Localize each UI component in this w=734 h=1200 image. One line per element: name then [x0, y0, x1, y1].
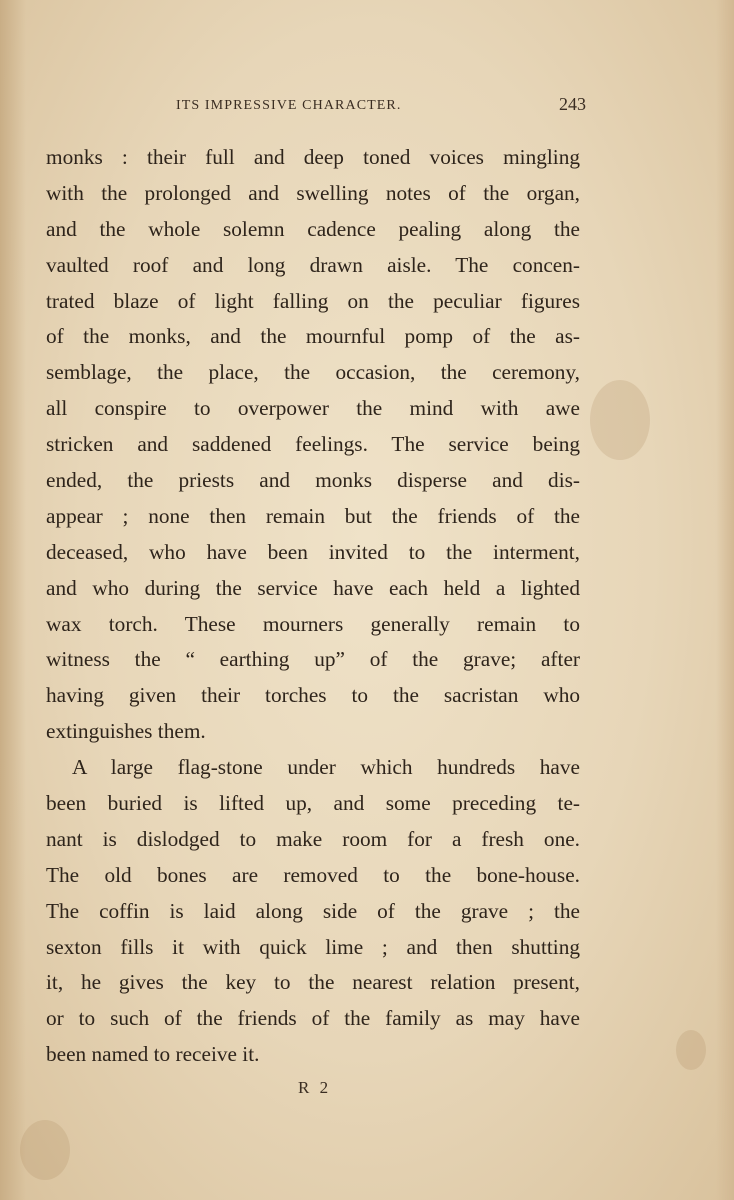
text-line: and who during the service have each held a lighted [46, 575, 580, 600]
text-line: nant is dislodged to make room for a fresh one. [46, 826, 580, 851]
text-line: semblage, the place, the occasion, the ceremony, [46, 360, 580, 385]
foxing-stain [20, 1120, 70, 1180]
text-line: and the whole solemn cadence pealing along the [46, 216, 580, 241]
text-line: extinguishes them. [46, 719, 206, 744]
foxing-stain [676, 1030, 706, 1070]
text-line: vaulted roof and long drawn aisle. The concen- [46, 252, 580, 277]
text-line: ended, the priests and monks disperse and dis- [46, 468, 580, 493]
text-line: of the monks, and the mournful pomp of the as- [46, 324, 580, 349]
text-line: it, he gives the key to the nearest relation present, [46, 970, 580, 995]
signature-mark: R 2 [298, 1078, 332, 1097]
text-line: The coffin is laid along side of the grave ; the [46, 898, 580, 923]
text-line: having given their torches to the sacristan who [46, 683, 580, 708]
text-line: appear ; none then remain but the friends of the [46, 503, 580, 528]
text-line: been buried is lifted up, and some preceding te- [46, 791, 580, 816]
text-line: been named to receive it. [46, 1042, 260, 1067]
text-line: or to such of the friends of the family as may have [46, 1006, 580, 1031]
text-line: deceased, who have been invited to the interment, [46, 539, 580, 564]
text-line: all conspire to overpower the mind with awe [46, 396, 580, 421]
text-line: stricken and saddened feelings. The service being [46, 432, 580, 457]
running-title: ITS IMPRESSIVE CHARACTER. [176, 98, 402, 113]
text-line: sexton fills it with quick lime ; and then shutting [46, 934, 580, 959]
text-line: monks : their full and deep toned voices mingling [46, 145, 580, 169]
running-header [46, 94, 586, 124]
text-line: The old bones are removed to the bone-house. [46, 862, 580, 887]
text-line: witness the “ earthing up” of the grave; after [46, 647, 580, 672]
page-number: 243 [559, 94, 586, 114]
body-text [46, 140, 580, 1073]
text-line: A large flag-stone under which hundreds have [72, 755, 580, 780]
text-line: with the prolonged and swelling notes of the organ, [46, 180, 580, 205]
foxing-stain [590, 380, 650, 460]
text-line: trated blaze of light falling on the peculiar figures [46, 288, 580, 313]
text-line: wax torch. These mourners generally remain to [46, 611, 580, 636]
